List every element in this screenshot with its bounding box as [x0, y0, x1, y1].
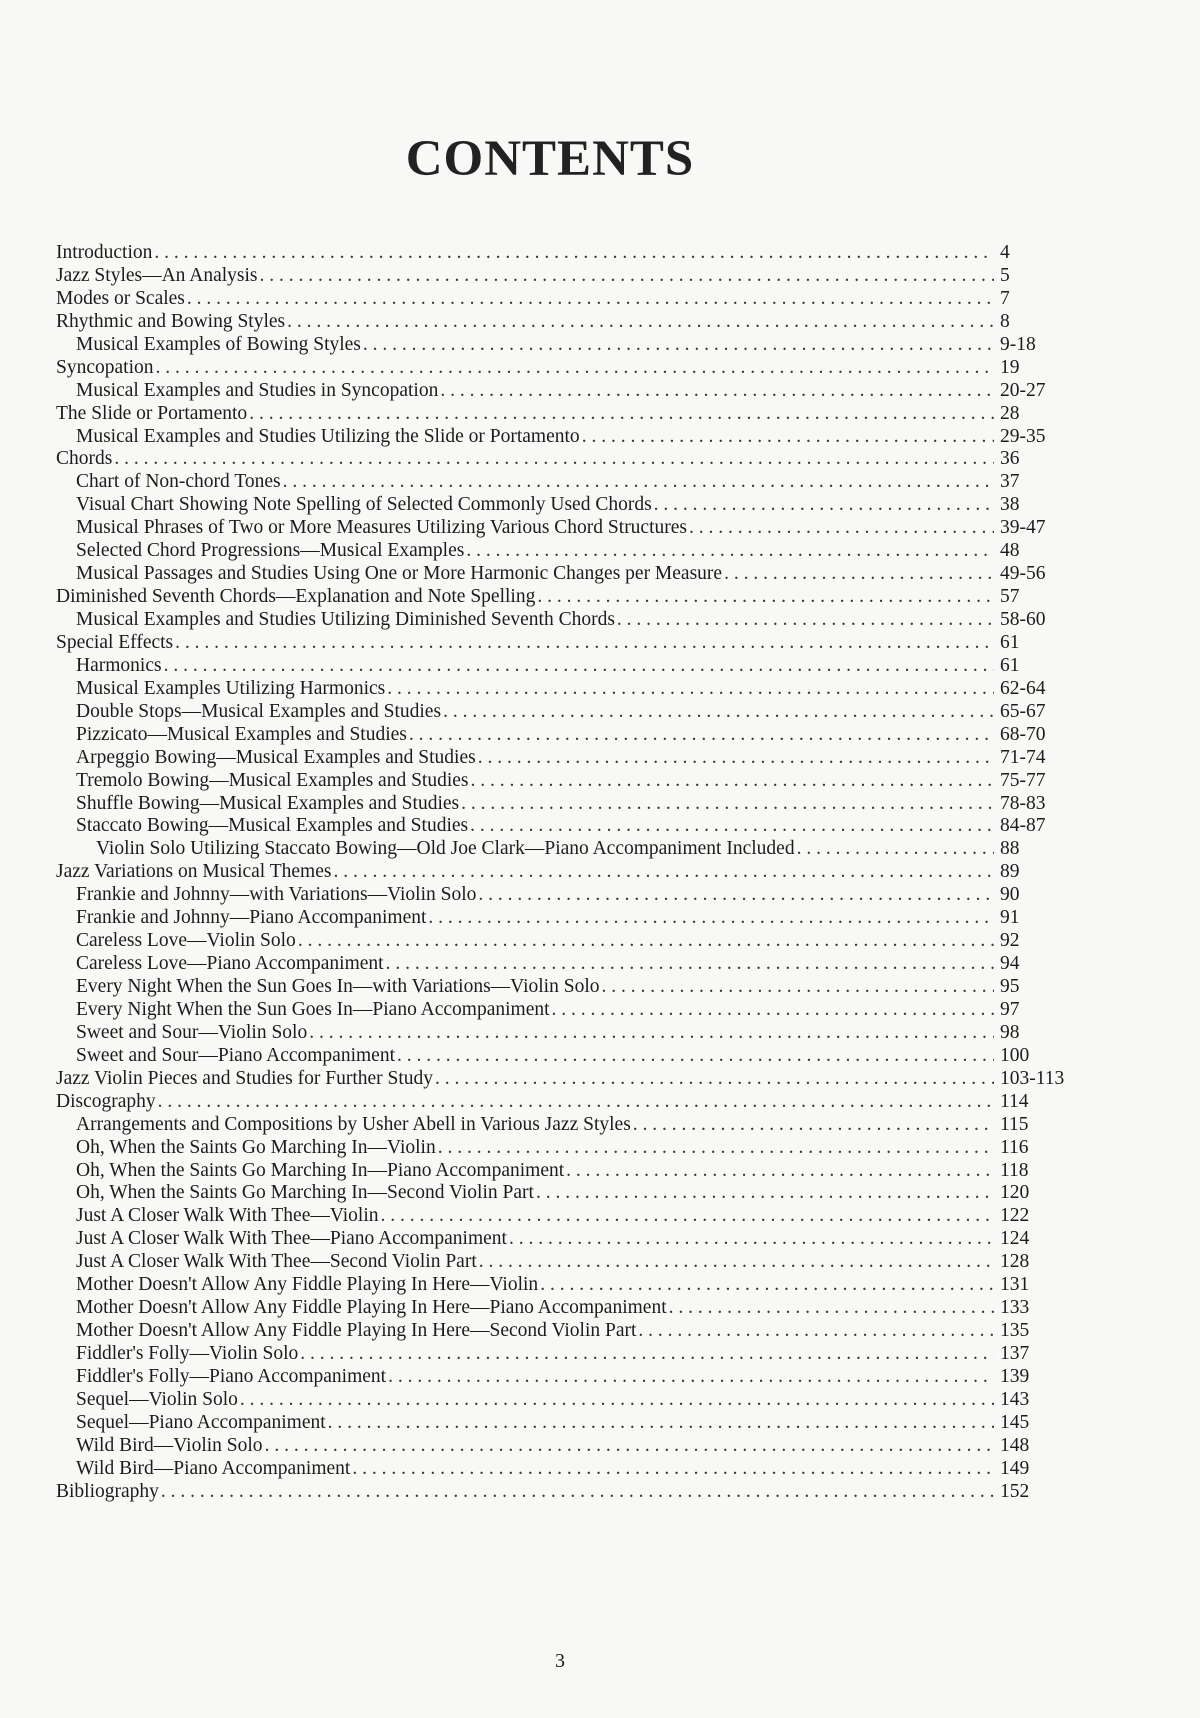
toc-entry: [56, 1274, 1076, 1297]
toc-entry-title: Oh, When the Saints Go Marching In—Violin: [76, 1136, 436, 1158]
dot-leader: [669, 1297, 994, 1320]
toc-entry: [56, 288, 1076, 311]
toc-entry: [56, 1389, 1076, 1412]
toc-entry-page: 91: [1000, 907, 1020, 929]
dot-leader: [633, 1114, 994, 1137]
toc-entry-title: Pizzicato—Musical Examples and Studies: [76, 723, 407, 745]
toc-entry: [56, 999, 1076, 1022]
toc-entry-title: Every Night When the Sun Goes In—with Variations—Violin Solo: [76, 976, 600, 997]
dot-leader: [617, 609, 994, 632]
dot-leader: [438, 1137, 994, 1160]
toc-entry: [56, 1435, 1076, 1458]
toc-entry-title: Arpeggio Bowing—Musical Examples and Studies: [76, 746, 476, 768]
toc-entry-title: Syncopation: [56, 356, 154, 378]
dot-leader: [154, 242, 994, 265]
dot-leader: [164, 655, 994, 678]
dot-leader: [466, 540, 994, 563]
toc-entry-page: 4: [1000, 242, 1010, 263]
toc-entry-page: 7: [1000, 287, 1010, 309]
dot-leader: [386, 953, 994, 976]
toc-entry: [56, 930, 1076, 953]
toc-entry-title: Musical Passages and Studies Using One or More Harmonic Changes per Measure: [76, 563, 723, 585]
toc-entry-page: 152: [1000, 1480, 1030, 1502]
dot-leader: [158, 1091, 994, 1114]
toc-entry-page: 75-77: [1000, 769, 1046, 791]
toc-entry: [56, 861, 1076, 884]
toc-entry-page: 139: [1000, 1365, 1030, 1387]
toc-entry-page: 84-87: [1000, 815, 1046, 837]
toc-entry-title: Fiddler's Folly—Violin Solo: [76, 1343, 299, 1364]
dot-leader: [479, 1251, 994, 1274]
toc-entry-page: 128: [1000, 1251, 1030, 1273]
toc-entry-page: 137: [1000, 1343, 1030, 1364]
toc-entry-title: Staccato Bowing—Musical Examples and Studies: [76, 815, 469, 837]
page-title: CONTENTS: [405, 131, 695, 187]
dot-leader: [363, 334, 994, 357]
toc-entry-page: 78-83: [1000, 792, 1046, 814]
toc-entry-page: 90: [1000, 884, 1020, 906]
toc-entry: [56, 1045, 1076, 1068]
toc-entry-title: Wild Bird—Piano Accompaniment: [76, 1457, 351, 1479]
dot-leader: [161, 1481, 994, 1504]
toc-entry-title: Arrangements and Compositions by Usher Abell in Various Jazz Styles: [76, 1113, 631, 1135]
toc-entry: [56, 334, 1076, 357]
dot-leader: [387, 678, 994, 701]
toc-entry-page: 133: [1000, 1297, 1030, 1319]
toc-entry-page: 116: [1000, 1136, 1029, 1158]
toc-entry-page: 88: [1000, 838, 1020, 860]
toc-entry-page: 61: [1000, 654, 1020, 676]
toc-entry-page: 89: [1000, 861, 1020, 883]
toc-entry-page: 57: [1000, 586, 1020, 608]
toc-entry: [56, 1228, 1076, 1251]
toc-entry: [56, 838, 1076, 861]
toc-entry: [56, 1205, 1076, 1228]
toc-entry: [56, 380, 1076, 403]
dot-leader: [440, 380, 994, 403]
toc-entry-page: 148: [1000, 1434, 1030, 1456]
toc-entry-title: Careless Love—Piano Accompaniment: [76, 953, 384, 975]
dot-leader: [397, 1045, 994, 1068]
toc-entry-page: 8: [1000, 310, 1010, 332]
toc-entry-title: Chords: [56, 448, 113, 470]
toc-entry: [56, 701, 1076, 724]
toc-entry: [56, 1022, 1076, 1045]
page-number: 3: [555, 1650, 565, 1672]
toc-entry-page: 143: [1000, 1388, 1030, 1410]
toc-entry-page: 58-60: [1000, 609, 1046, 630]
toc-entry-title: The Slide or Portamento: [56, 402, 248, 424]
toc-entry-title: Sweet and Sour—Piano Accompaniment: [76, 1044, 395, 1066]
toc-entry-page: 94: [1000, 953, 1020, 975]
dot-leader: [300, 1343, 994, 1366]
dot-leader: [797, 838, 994, 861]
dot-leader: [175, 632, 994, 655]
dot-leader: [478, 884, 994, 907]
toc-entry-title: Double Stops—Musical Examples and Studies: [76, 700, 442, 722]
toc-entry: [56, 471, 1076, 494]
toc-entry: [56, 1297, 1076, 1320]
dot-leader: [566, 1160, 994, 1183]
toc-entry-page: 62-64: [1000, 677, 1046, 699]
dot-leader: [435, 1068, 994, 1091]
dot-leader: [328, 1412, 994, 1435]
toc-entry-title: Visual Chart Showing Note Spelling of Selected Commonly Used Chords: [76, 494, 652, 516]
toc-entry: [56, 242, 1076, 265]
toc-entry: [56, 609, 1076, 632]
toc-entry-title: Introduction: [56, 242, 153, 263]
toc-entry-title: Sweet and Sour—Violin Solo: [76, 1021, 308, 1043]
dot-leader: [298, 930, 994, 953]
toc-entry-page: 103-113: [1000, 1067, 1065, 1089]
toc-entry-page: 38: [1000, 494, 1020, 516]
toc-entry-page: 97: [1000, 998, 1020, 1020]
dot-leader: [689, 517, 994, 540]
dot-leader: [724, 563, 994, 586]
toc-entry-title: Frankie and Johnny—with Variations—Violin Solo: [76, 884, 477, 906]
dot-leader: [461, 793, 994, 816]
dot-leader: [283, 471, 994, 494]
toc-entry-title: Musical Phrases of Two or More Measures Utilizing Various Chord Structures: [76, 517, 687, 539]
dot-leader: [470, 815, 994, 838]
toc-entry-title: Shuffle Bowing—Musical Examples and Studies: [76, 792, 460, 814]
toc-entry-page: 20-27: [1000, 379, 1046, 401]
toc-entry-title: Diminished Seventh Chords—Explanation and Note Spelling: [56, 586, 536, 608]
dot-leader: [536, 1182, 994, 1205]
toc-entry-page: 48: [1000, 540, 1020, 562]
toc-entry-page: 145: [1000, 1411, 1030, 1433]
toc-entry-page: 37: [1000, 471, 1020, 493]
toc-entry-title: Oh, When the Saints Go Marching In—Piano Accompaniment: [76, 1159, 565, 1181]
toc-entry: [56, 1412, 1076, 1435]
dot-leader: [654, 494, 994, 517]
toc-entry: [56, 678, 1076, 701]
dot-leader: [187, 288, 994, 311]
toc-entry: [56, 815, 1076, 838]
toc-entry-page: 5: [1000, 264, 1010, 286]
toc-entry-page: 95: [1000, 976, 1020, 997]
toc-entry: [56, 747, 1076, 770]
toc-entry: [56, 793, 1076, 816]
toc-entry: [56, 655, 1076, 678]
toc-entry: [56, 1458, 1076, 1481]
dot-leader: [381, 1205, 994, 1228]
toc-entry-title: Musical Examples and Studies Utilizing the Slide or Portamento: [76, 425, 580, 447]
toc-entry-title: Discography: [56, 1090, 156, 1112]
toc-entry-title: Special Effects: [56, 631, 174, 653]
dot-leader: [537, 586, 994, 609]
toc-entry-page: 68-70: [1000, 723, 1046, 745]
toc-entry: [56, 563, 1076, 586]
toc-entry-title: Careless Love—Violin Solo: [76, 930, 296, 952]
toc-entry-title: Oh, When the Saints Go Marching In—Second Violin Part: [76, 1182, 534, 1204]
toc-entry: [56, 448, 1076, 471]
toc-entry: [56, 884, 1076, 907]
toc-entry: [56, 976, 1076, 999]
toc-entry-page: 100: [1000, 1044, 1030, 1066]
toc-entry-title: Just A Closer Walk With Thee—Violin: [76, 1205, 379, 1227]
toc-entry-page: 122: [1000, 1205, 1030, 1227]
toc-entry: [56, 1068, 1076, 1091]
toc-entry-page: 135: [1000, 1320, 1030, 1342]
toc-entry-page: 149: [1000, 1457, 1030, 1479]
toc-entry: [56, 426, 1076, 449]
toc-entry: [56, 517, 1076, 540]
toc-entry: [56, 1320, 1076, 1343]
toc-entry-title: Selected Chord Progressions—Musical Examples: [76, 540, 465, 562]
toc-entry-page: 120: [1000, 1182, 1030, 1204]
toc-entry-page: 118: [1000, 1159, 1029, 1181]
toc-entry-page: 28: [1000, 402, 1020, 424]
toc-entry-title: Wild Bird—Violin Solo: [76, 1434, 263, 1456]
dot-leader: [509, 1228, 994, 1251]
toc-entry: [56, 1160, 1076, 1183]
dot-leader: [540, 1274, 994, 1297]
toc-entry: [56, 1481, 1076, 1504]
dot-leader: [443, 701, 994, 724]
dot-leader: [156, 357, 995, 380]
toc-entry-title: Just A Closer Walk With Thee—Piano Accompaniment: [76, 1228, 507, 1250]
toc-entry-title: Sequel—Violin Solo: [76, 1388, 238, 1410]
toc-entry: [56, 265, 1076, 288]
dot-leader: [471, 770, 994, 793]
toc-entry-page: 71-74: [1000, 746, 1046, 768]
toc-entry: [56, 724, 1076, 747]
dot-leader: [638, 1320, 994, 1343]
toc-entry-page: 65-67: [1000, 700, 1046, 722]
toc-entry-page: 124: [1000, 1228, 1030, 1250]
toc-entry-title: Harmonics: [76, 654, 162, 676]
dot-leader: [114, 448, 994, 471]
toc-entry-title: Jazz Variations on Musical Themes: [56, 861, 332, 883]
toc-entry-title: Bibliography: [56, 1480, 159, 1502]
toc-entry-title: Mother Doesn't Allow Any Fiddle Playing In Here—Second Violin Part: [76, 1320, 637, 1342]
dot-leader: [240, 1389, 994, 1412]
toc-entry: [56, 1137, 1076, 1160]
toc-entry: [56, 1182, 1076, 1205]
toc-entry-title: Violin Solo Utilizing Staccato Bowing—Old Joe Clark—Piano Accompaniment Included: [96, 838, 795, 860]
toc-entry-title: Jazz Violin Pieces and Studies for Further Study: [56, 1067, 434, 1089]
toc-entry: [56, 1114, 1076, 1137]
toc-entry-title: Rhythmic and Bowing Styles: [56, 310, 286, 332]
toc-entry-title: Fiddler's Folly—Piano Accompaniment: [76, 1365, 387, 1387]
toc-entry-title: Musical Examples of Bowing Styles: [76, 333, 361, 355]
toc-entry-title: Jazz Styles—An Analysis: [56, 264, 258, 286]
toc-entry-title: Mother Doesn't Allow Any Fiddle Playing In Here—Violin: [76, 1274, 539, 1296]
toc-entry: [56, 1251, 1076, 1274]
toc-entry: [56, 357, 1076, 380]
toc-entry-title: Musical Examples and Studies Utilizing Diminished Seventh Chords: [76, 609, 615, 630]
toc-entry-title: Sequel—Piano Accompaniment: [76, 1411, 326, 1433]
toc-entry-page: 131: [1000, 1274, 1030, 1296]
toc-entry: [56, 770, 1076, 793]
dot-leader: [352, 1458, 994, 1481]
toc-entry-page: 98: [1000, 1021, 1020, 1043]
toc-entry-title: Every Night When the Sun Goes In—Piano Accompaniment: [76, 998, 550, 1020]
toc-entry-page: 29-35: [1000, 425, 1046, 447]
toc-entry-page: 115: [1000, 1113, 1029, 1135]
toc-entry: [56, 632, 1076, 655]
toc-entry-title: Musical Examples Utilizing Harmonics: [76, 677, 386, 699]
toc-entry-title: Frankie and Johnny—Piano Accompaniment: [76, 907, 427, 929]
dot-leader: [388, 1366, 994, 1389]
toc-entry-page: 19: [1000, 356, 1020, 378]
toc-entry-title: Tremolo Bowing—Musical Examples and Studies: [76, 769, 469, 791]
toc-entry: [56, 311, 1076, 334]
toc-entry: [56, 953, 1076, 976]
dot-leader: [478, 747, 994, 770]
toc-entry: [56, 403, 1076, 426]
toc-entry-title: Chart of Non-chord Tones: [76, 471, 281, 493]
dot-leader: [552, 999, 994, 1022]
toc-entry: [56, 540, 1076, 563]
toc-entry-page: 36: [1000, 448, 1020, 470]
toc-entry: [56, 1366, 1076, 1389]
toc-entry-page: 9-18: [1000, 333, 1036, 355]
dot-leader: [601, 976, 994, 999]
toc-entry-page: 92: [1000, 930, 1020, 952]
toc-entry-title: Musical Examples and Studies in Syncopation: [76, 379, 439, 401]
toc-entry-title: Mother Doesn't Allow Any Fiddle Playing In Here—Piano Accompaniment: [76, 1297, 667, 1319]
dot-leader: [582, 426, 994, 449]
table-of-contents: [56, 242, 1076, 1504]
dot-leader: [287, 311, 994, 334]
dot-leader: [333, 861, 994, 884]
dot-leader: [428, 907, 994, 930]
dot-leader: [249, 403, 994, 426]
dot-leader: [309, 1022, 994, 1045]
toc-entry-title: Just A Closer Walk With Thee—Second Violin Part: [76, 1251, 477, 1273]
toc-entry-page: 114: [1000, 1090, 1029, 1112]
dot-leader: [409, 724, 994, 747]
toc-entry-page: 49-56: [1000, 563, 1046, 585]
toc-entry: [56, 586, 1076, 609]
toc-entry-page: 61: [1000, 631, 1020, 653]
toc-entry: [56, 907, 1076, 930]
toc-entry: [56, 1091, 1076, 1114]
toc-entry: [56, 494, 1076, 517]
toc-entry-title: Modes or Scales: [56, 287, 185, 309]
dot-leader: [265, 1435, 994, 1458]
toc-entry: [56, 1343, 1076, 1366]
toc-entry-page: 39-47: [1000, 517, 1046, 539]
dot-leader: [259, 265, 994, 288]
